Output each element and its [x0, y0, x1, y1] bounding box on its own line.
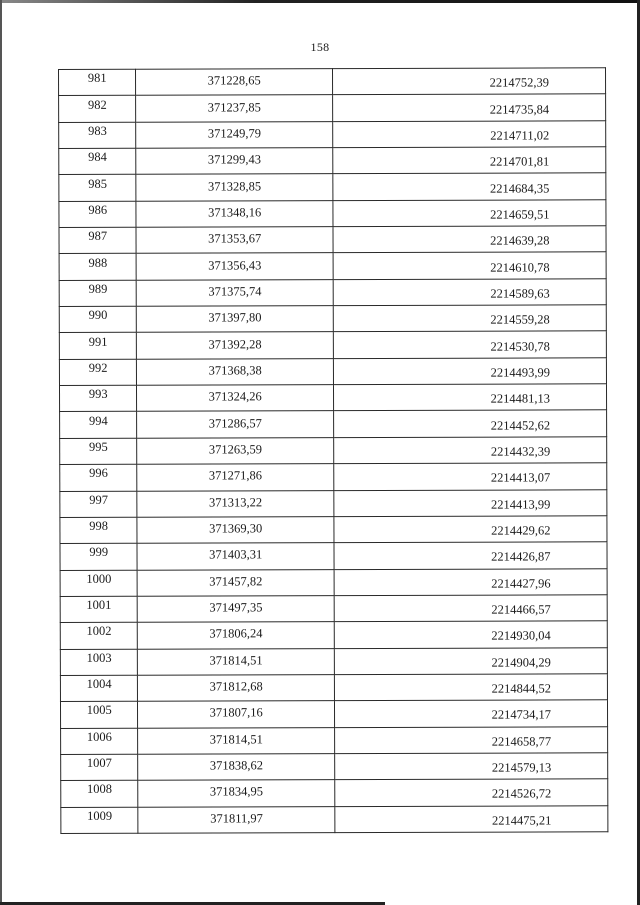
- x-coordinate-cell: [138, 780, 335, 807]
- point-number-text: 1006: [86, 729, 112, 744]
- x-coordinate-cell: [136, 69, 333, 96]
- point-number-cell: [60, 412, 138, 439]
- x-coordinate-text: 371812,68: [209, 679, 263, 694]
- table-row: [61, 805, 608, 833]
- x-coordinate-cell: [138, 622, 335, 649]
- point-number-cell: [60, 649, 138, 676]
- point-number-cell: [60, 464, 138, 491]
- x-coordinate-cell: [137, 543, 334, 570]
- y-coordinate-text: 2214659,51: [490, 207, 550, 222]
- table-row: [61, 753, 608, 781]
- x-coordinate-text: 371392,28: [208, 336, 262, 352]
- point-number-cell: [60, 702, 138, 729]
- point-number-cell: [59, 122, 137, 149]
- table-row: [59, 147, 606, 175]
- point-number-text: 986: [88, 202, 108, 217]
- point-number-cell: [59, 385, 137, 412]
- x-coordinate-text: 371356,43: [208, 257, 262, 273]
- x-coordinate-text: 371806,24: [209, 626, 263, 641]
- y-coordinate-text: 2214589,63: [490, 286, 550, 301]
- point-number-cell: [60, 596, 138, 623]
- table-row: [60, 542, 607, 570]
- table-row: [59, 305, 606, 333]
- y-coordinate-text: 2214610,78: [490, 260, 550, 275]
- x-coordinate-cell: [137, 437, 334, 464]
- x-coordinate-cell: [138, 806, 335, 833]
- scan-border-left: [0, 0, 2, 905]
- y-coordinate-text: 2214526,72: [491, 786, 552, 802]
- table-row: [60, 568, 607, 596]
- point-number-text: 996: [89, 466, 108, 481]
- x-coordinate-cell: [138, 675, 335, 702]
- y-coordinate-text: 2214735,84: [489, 101, 550, 117]
- x-coordinate-text: 371838,62: [209, 758, 263, 773]
- y-coordinate-text: 2214734,17: [491, 707, 552, 723]
- x-coordinate-cell: [138, 754, 335, 781]
- x-coordinate-cell: [137, 490, 334, 517]
- point-number-text: 1008: [86, 782, 113, 797]
- x-coordinate-text: 371263,59: [208, 442, 262, 457]
- point-number-text: 997: [89, 492, 108, 507]
- point-number-cell: [59, 254, 137, 281]
- table-row: [60, 516, 607, 544]
- y-coordinate-cell: [333, 358, 606, 385]
- y-coordinate-cell: [333, 173, 606, 200]
- x-coordinate-cell: [137, 306, 334, 333]
- table-row: [59, 384, 606, 412]
- y-coordinate-text: 2214493,99: [490, 365, 550, 380]
- point-number-text: 993: [88, 387, 108, 402]
- y-coordinate-cell: [335, 753, 608, 780]
- point-number-text: 999: [89, 545, 109, 560]
- x-coordinate-cell: [136, 227, 333, 254]
- point-number-cell: [59, 69, 137, 96]
- point-number-text: 985: [88, 176, 107, 191]
- x-coordinate-text: 371299,43: [207, 152, 262, 167]
- x-coordinate-text: 371286,57: [208, 416, 262, 431]
- y-coordinate-cell: [333, 252, 606, 279]
- point-number-cell: [60, 491, 138, 518]
- x-coordinate-cell: [138, 596, 335, 623]
- x-coordinate-text: 371348,16: [208, 205, 262, 220]
- point-number-text: 990: [88, 308, 108, 323]
- table-row: [60, 463, 607, 491]
- y-coordinate-cell: [334, 542, 607, 569]
- y-coordinate-cell: [333, 384, 606, 411]
- x-coordinate-text: 371375,74: [208, 284, 262, 299]
- point-number-text: 1002: [86, 624, 112, 639]
- y-coordinate-cell: [334, 674, 607, 701]
- point-number-text: 995: [89, 439, 108, 454]
- y-coordinate-text: 2214432,39: [490, 444, 551, 459]
- point-number-cell: [59, 175, 137, 202]
- table-row: [59, 279, 606, 307]
- point-number-text: 998: [89, 518, 109, 533]
- point-number-cell: [59, 148, 137, 175]
- y-coordinate-text: 2214701,81: [489, 154, 550, 169]
- y-coordinate-cell: [333, 410, 606, 437]
- table-row: [59, 226, 606, 254]
- point-number-cell: [59, 359, 137, 386]
- point-number-cell: [60, 570, 138, 597]
- point-number-text: 988: [88, 255, 108, 270]
- y-coordinate-text: 2214711,02: [490, 128, 550, 143]
- y-coordinate-text: 2214429,62: [491, 523, 551, 538]
- y-coordinate-text: 2214579,13: [491, 760, 552, 775]
- point-number-cell: [59, 227, 137, 254]
- y-coordinate-text: 2214452,62: [490, 418, 551, 433]
- x-coordinate-text: 371369,30: [209, 521, 263, 536]
- point-number-text: 994: [88, 413, 108, 428]
- x-coordinate-cell: [137, 385, 334, 412]
- table-row: [59, 252, 606, 280]
- point-number-text: 983: [88, 123, 107, 138]
- y-coordinate-cell: [333, 279, 606, 306]
- table-row: [60, 647, 607, 675]
- point-number-text: 1007: [86, 755, 112, 771]
- table-row: [59, 120, 606, 148]
- x-coordinate-text: 371834,95: [209, 784, 264, 799]
- x-coordinate-cell: [136, 95, 333, 122]
- y-coordinate-cell: [333, 147, 606, 174]
- x-coordinate-text: 371457,82: [209, 574, 263, 589]
- point-number-text: 1005: [86, 703, 112, 718]
- point-number-text: 992: [88, 360, 108, 375]
- y-coordinate-cell: [334, 621, 607, 648]
- x-coordinate-text: 371814,51: [209, 732, 263, 747]
- x-coordinate-text: 371353,67: [208, 231, 262, 246]
- point-number-cell: [59, 96, 137, 123]
- x-coordinate-cell: [138, 569, 335, 596]
- table-row: [59, 331, 606, 359]
- x-coordinate-cell: [138, 648, 335, 675]
- point-number-text: 991: [88, 334, 108, 349]
- y-coordinate-cell: [333, 305, 606, 332]
- y-coordinate-cell: [334, 516, 607, 543]
- x-coordinate-cell: [137, 358, 334, 385]
- y-coordinate-cell: [332, 68, 605, 95]
- table-row: [61, 779, 608, 807]
- point-number-text: 984: [88, 150, 107, 165]
- y-coordinate-text: 2214427,96: [491, 576, 551, 591]
- x-coordinate-text: 371237,85: [207, 99, 261, 115]
- x-coordinate-cell: [136, 174, 333, 201]
- x-coordinate-text: 371249,79: [207, 126, 261, 141]
- table-row: [59, 199, 606, 227]
- page-number: 158: [310, 40, 330, 54]
- y-coordinate-cell: [334, 489, 607, 516]
- y-coordinate-text: 2214413,99: [490, 497, 551, 512]
- point-number-text: 1001: [86, 597, 112, 612]
- y-coordinate-cell: [334, 647, 607, 674]
- point-number-cell: [61, 807, 139, 834]
- table-row: [59, 94, 606, 122]
- point-number-cell: [59, 333, 137, 360]
- table-row: [60, 437, 607, 465]
- x-coordinate-cell: [138, 701, 335, 728]
- scan-border-top: [0, 0, 640, 3]
- x-coordinate-text: 371497,35: [209, 600, 263, 615]
- table-row: [60, 410, 607, 438]
- x-coordinate-text: 371403,31: [209, 547, 263, 562]
- point-number-cell: [60, 517, 138, 544]
- table-row: [60, 621, 607, 649]
- y-coordinate-text: 2214559,28: [490, 312, 550, 327]
- y-coordinate-text: 2214639,28: [490, 233, 550, 248]
- x-coordinate-cell: [136, 200, 333, 227]
- point-number-cell: [59, 201, 137, 228]
- table-row: [60, 700, 607, 728]
- coordinates-table: [58, 67, 608, 834]
- table-row: [59, 358, 606, 386]
- point-number-cell: [61, 728, 139, 755]
- point-number-cell: [60, 675, 138, 702]
- x-coordinate-text: 371271,86: [208, 468, 263, 483]
- table-row: [60, 674, 607, 702]
- y-coordinate-cell: [334, 595, 607, 622]
- x-coordinate-text: 371324,26: [208, 389, 262, 404]
- point-number-cell: [60, 622, 138, 649]
- x-coordinate-text: 371313,22: [208, 495, 263, 510]
- x-coordinate-text: 371397,80: [208, 310, 262, 325]
- y-coordinate-text: 2214426,87: [491, 549, 551, 565]
- table-row: [60, 595, 607, 623]
- y-coordinate-text: 2214844,52: [491, 681, 551, 696]
- y-coordinate-cell: [332, 94, 605, 121]
- x-coordinate-cell: [137, 332, 334, 359]
- point-number-text: 1003: [86, 650, 112, 665]
- y-coordinate-cell: [333, 199, 606, 226]
- x-coordinate-cell: [138, 727, 335, 754]
- y-coordinate-cell: [333, 226, 606, 253]
- y-coordinate-text: 2214684,35: [489, 181, 550, 196]
- table-row: [60, 489, 607, 517]
- x-coordinate-text: 371814,51: [209, 653, 263, 668]
- y-coordinate-cell: [333, 331, 606, 358]
- table-row: [59, 173, 606, 201]
- point-number-text: 987: [88, 229, 108, 244]
- y-coordinate-cell: [335, 779, 608, 806]
- y-coordinate-text: 2214466,57: [491, 602, 551, 617]
- y-coordinate-cell: [335, 805, 608, 832]
- y-coordinate-cell: [333, 120, 606, 147]
- x-coordinate-cell: [137, 411, 334, 438]
- x-coordinate-text: 371807,16: [209, 705, 263, 720]
- x-coordinate-cell: [136, 148, 333, 175]
- x-coordinate-text: 371811,97: [210, 811, 263, 826]
- point-number-text: 1000: [86, 571, 112, 586]
- point-number-cell: [59, 306, 137, 333]
- x-coordinate-cell: [137, 279, 334, 306]
- point-number-text: 1009: [87, 808, 113, 823]
- y-coordinate-text: 2214530,78: [490, 339, 550, 354]
- x-coordinate-cell: [137, 253, 334, 280]
- point-number-cell: [61, 781, 139, 808]
- x-coordinate-cell: [136, 121, 333, 148]
- point-number-text: 982: [87, 97, 107, 112]
- point-number-cell: [60, 438, 138, 465]
- y-coordinate-text: 2214752,39: [489, 75, 550, 90]
- y-coordinate-cell: [334, 568, 607, 595]
- point-number-text: 1004: [86, 676, 112, 691]
- y-coordinate-text: 2214475,21: [491, 813, 552, 828]
- x-coordinate-text: 371368,38: [208, 363, 262, 378]
- y-coordinate-cell: [334, 463, 607, 490]
- table-row: [61, 726, 608, 754]
- y-coordinate-text: 2214904,29: [491, 655, 551, 670]
- point-number-cell: [61, 754, 139, 781]
- point-number-text: 981: [87, 71, 107, 86]
- y-coordinate-text: 2214481,13: [490, 391, 551, 406]
- point-number-text: 989: [88, 281, 108, 296]
- point-number-cell: [59, 280, 137, 307]
- y-coordinate-text: 2214930,04: [491, 628, 551, 644]
- y-coordinate-text: 2214413,07: [490, 470, 551, 485]
- x-coordinate-text: 371228,65: [207, 73, 261, 88]
- x-coordinate-cell: [137, 516, 334, 543]
- y-coordinate-cell: [334, 726, 607, 753]
- coordinates-table-body: [59, 68, 608, 834]
- y-coordinate-cell: [334, 700, 607, 727]
- x-coordinate-text: 371328,85: [207, 178, 262, 194]
- y-coordinate-text: 2214658,77: [491, 734, 552, 749]
- y-coordinate-cell: [334, 437, 607, 464]
- x-coordinate-cell: [137, 464, 334, 491]
- table-row: [59, 68, 606, 96]
- point-number-cell: [60, 543, 138, 570]
